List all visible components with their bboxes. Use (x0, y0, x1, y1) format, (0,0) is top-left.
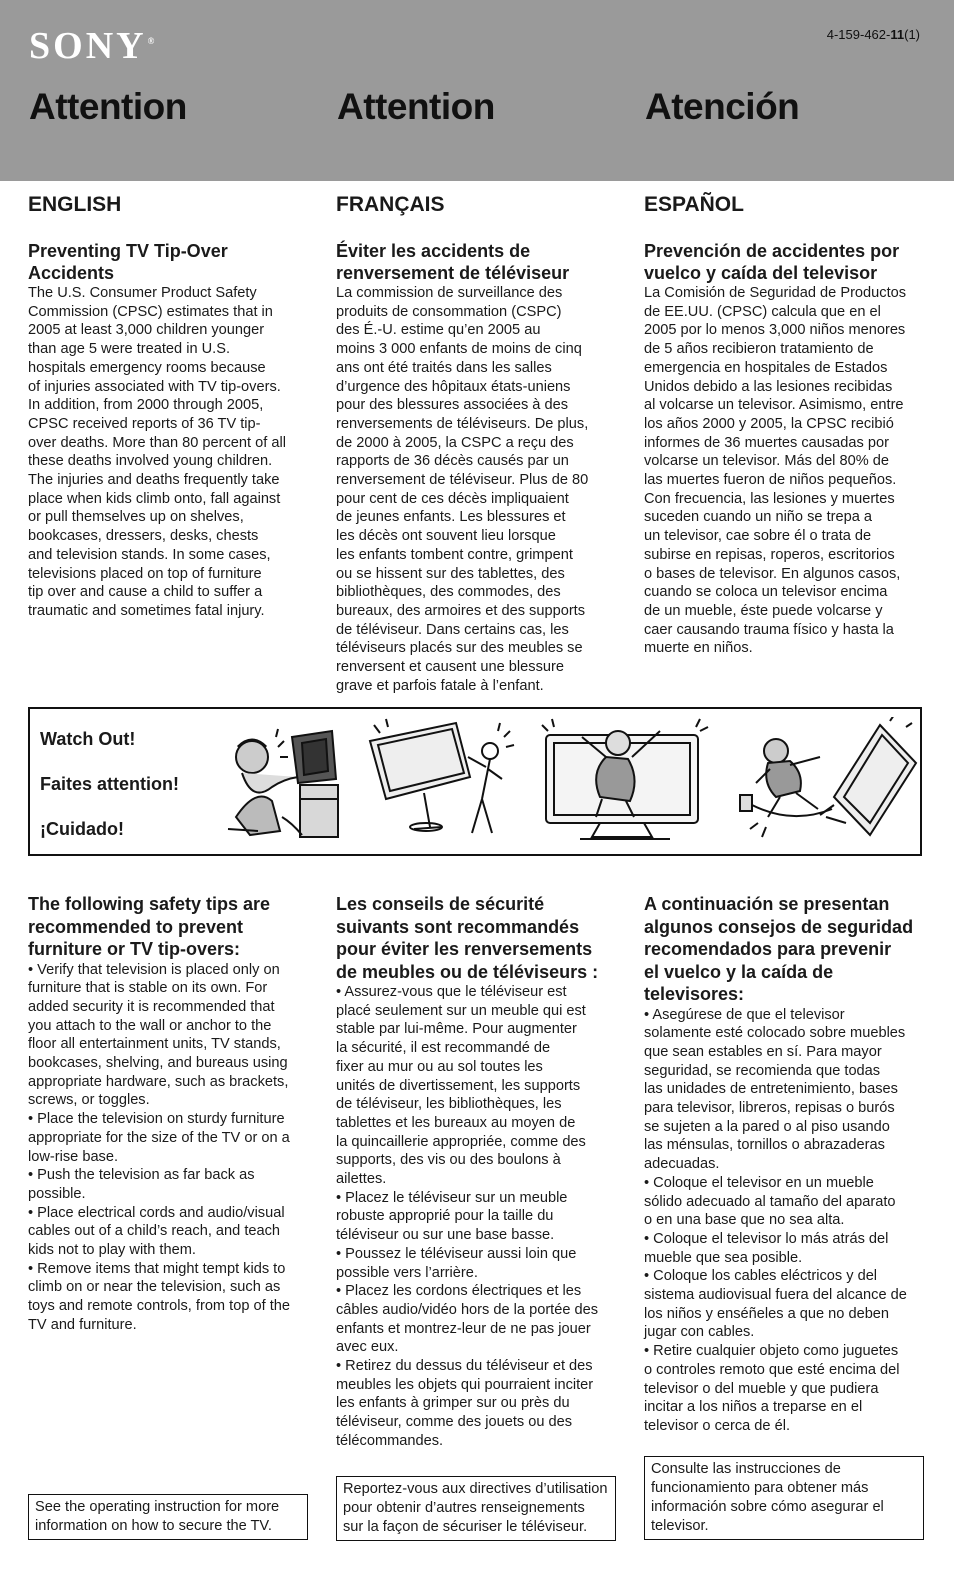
text-line: The following safety tips are (28, 894, 271, 914)
text-line: las ménsulas, tornillos o abrazaderas (644, 1137, 885, 1154)
text-line: téléviseur ou sur une base basse. (336, 1227, 555, 1244)
note-french (336, 1476, 616, 1541)
text-line: unités de divertissement, les supports (336, 1077, 581, 1094)
text-line: moins 3 000 enfants de moins de cinq (336, 341, 582, 358)
text-line: information on how to secure the TV. (35, 1518, 272, 1534)
text-line: rapports de 36 décès causés par un (336, 453, 569, 470)
tips-spanish (644, 893, 926, 1436)
text-line: pour cent de ces décès impliquaient (336, 490, 569, 507)
text-line: and television stands. In some cases, (28, 546, 271, 563)
text-line: mueble que sea posible. (644, 1249, 803, 1266)
text-line: téléviseurs placés sur des meubles se (336, 640, 583, 657)
title-french: Attention (337, 86, 495, 127)
warning-spanish: ¡Cuidado! (40, 819, 124, 839)
text-line: funcionamiento para obtener más (651, 1480, 869, 1496)
text-line: The U.S. Consumer Product Safety (28, 285, 257, 301)
intro-spanish (644, 240, 926, 658)
warning-box (28, 707, 922, 856)
text-line: placé seulement sur un meuble qui est (336, 1002, 586, 1019)
text-line: o bases de televisor. En algunos casos, (644, 565, 901, 582)
text-line: La Comisión de Seguridad de Productos (644, 285, 907, 301)
lang-spanish: ESPAÑOL (644, 193, 744, 216)
text-line: subirse en repisas, roperos, escritorios (644, 546, 895, 563)
tips-heading (28, 893, 310, 961)
text-line: recomendados para prevenir (644, 939, 892, 959)
text-line: que sean estables en sí. Para mayor (644, 1043, 882, 1060)
text-line: Consulte las instrucciones de (651, 1461, 841, 1477)
text-line: bureaux, des armoires et des supports (336, 602, 586, 619)
text-line: bibliothèques, des commodes, des (336, 584, 561, 601)
text-line: d’urgence des hôpitaux états-uniens (336, 378, 571, 395)
text-line: televisor o cerca de él. (644, 1417, 791, 1434)
text-line: las unidades de entretenimiento, bases (644, 1081, 898, 1098)
text-line: al volcarse un televisor. Asimismo, entre (644, 397, 904, 414)
tips-text (28, 961, 310, 1335)
text-line: than age 5 were treated in U.S. (28, 341, 231, 358)
child-tripping-cord-illustration (730, 717, 920, 845)
text-line: 2005 por lo menos 3,000 niños menores (644, 322, 906, 339)
text-line: Unidos debido a las lesiones recibidas (644, 378, 893, 395)
text-line: televisor. (651, 1518, 709, 1534)
text-line: renversement de téléviseur (336, 263, 570, 283)
text-line: • Push the television as far back as (28, 1167, 255, 1184)
text-line: les décès ont souvent lieu lorsque (336, 528, 556, 545)
text-line: cables out of a child’s reach, and teach (28, 1223, 281, 1240)
text-line: low-rise base. (28, 1148, 119, 1165)
text-line: possible. (28, 1185, 86, 1202)
text-line: produits de consommation (CSPC) (336, 303, 562, 320)
text-line: Con frecuencia, las lesiones y muertes (644, 490, 895, 507)
intro-text (644, 284, 926, 658)
text-line: caer causando trauma físico y hasta la (644, 621, 894, 638)
text-line: de 5 años recibieron tratamiento de (644, 341, 874, 358)
intro-heading (644, 240, 926, 284)
text-line: o en una base que no sea alta. (644, 1212, 845, 1229)
text-line: these deaths involved young children. (28, 453, 273, 470)
tips-heading (336, 893, 618, 983)
text-line: In addition, from 2000 through 2005, (28, 397, 264, 414)
text-line: televisores: (644, 984, 745, 1004)
text-line: • Place the television on sturdy furniture (28, 1111, 285, 1128)
note-english (28, 1494, 308, 1540)
child-climbing-tv-illustration (540, 717, 710, 845)
text-line: pour obtenir d’autres renseignements (343, 1500, 585, 1516)
text-line: adecuadas. (644, 1156, 720, 1173)
text-line: over deaths. More than 80 percent of all (28, 434, 286, 451)
text-line: grave et parfois fatale à l’enfant. (336, 677, 544, 694)
text-line: sólido adecuado al tamaño del aparato (644, 1193, 896, 1210)
text-line: un televisor, cae sobre él o trata de (644, 528, 872, 545)
text-line: incitar a los niños a treparse en el (644, 1399, 863, 1416)
text-line: kids not to play with them. (28, 1242, 196, 1259)
text-line: téléviseur, comme des jouets ou des (336, 1414, 573, 1431)
text-line: • Verify that television is placed only on (28, 961, 280, 978)
tv-tipping-adult-illustration (364, 717, 524, 845)
text-line: seguridad, se recomienda que todas (644, 1062, 881, 1079)
text-line: emergencia en hospitales de Estados (644, 359, 888, 376)
text-line: tablettes et les bureaux au moyen de (336, 1114, 576, 1131)
warning-french: Faites attention! (40, 774, 180, 794)
text-line: • Retirez du dessus du téléviseur et des (336, 1358, 593, 1375)
text-line: A continuación se presentan (644, 894, 890, 914)
tips-french (336, 893, 618, 1451)
warning-english: Watch Out! (40, 729, 136, 749)
text-line: de un mueble, éste puede volcarse y (644, 602, 883, 619)
text-line: la sécurité, il est recommandé de (336, 1040, 551, 1057)
text-line: ailettes. (336, 1171, 387, 1188)
text-line: información sobre cómo asegurar el (651, 1499, 884, 1515)
intro-heading (336, 240, 618, 284)
text-line: • Asegúrese de que el televisor (644, 1006, 845, 1023)
text-line: televisor o del mueble y que pudiera (644, 1380, 879, 1397)
text-line: de jeunes enfants. Les blessures et (336, 509, 566, 526)
text-line: Preventing TV Tip-Over (28, 241, 228, 261)
text-line: fixer au mur ou au sol toutes les (336, 1058, 543, 1075)
text-line: los niños y enséñeles a que no deben (644, 1305, 890, 1322)
text-line: pour des blessures associées à des (336, 397, 569, 414)
text-line: ans ont été traités dans les salles (336, 359, 552, 376)
text-line: les enfants à grimper sur ou près du (336, 1395, 570, 1412)
text-line: recommended to prevent (28, 916, 244, 937)
text-line: televisions placed on top of furniture (28, 565, 262, 582)
text-line: The injuries and deaths frequently take (28, 472, 280, 489)
text-line: floor all entertainment units, TV stands, (28, 1036, 281, 1053)
intro-heading (28, 240, 310, 284)
text-line: meubles les objets qui pourraient inciter (336, 1376, 594, 1393)
text-line: jugar con cables. (644, 1324, 755, 1341)
text-line: robuste approprié pour la taille du (336, 1208, 554, 1225)
text-line: sistema audiovisual fuera del alcance de (644, 1287, 907, 1304)
text-line: possible vers l’arrière. (336, 1264, 478, 1281)
text-line: solamente esté colocado sobre muebles (644, 1025, 906, 1042)
text-line: • Place electrical cords and audio/visual (28, 1204, 285, 1221)
text-line: la quincaillerie appropriée, comme des (336, 1133, 586, 1150)
text-line: supports, des vis ou des boulons à (336, 1152, 561, 1169)
text-line: • Placez les cordons électriques et les (336, 1283, 582, 1300)
text-line: La commission de surveillance des (336, 285, 563, 301)
note-spanish (644, 1456, 924, 1540)
text-line: hospitals emergency rooms because (28, 359, 266, 376)
text-line: ou se hissent sur des tablettes, des (336, 565, 565, 582)
text-line: or pull themselves up on shelves, (28, 509, 244, 526)
text-line: volcarse un televisor. Más del 80% de (644, 453, 889, 470)
text-line: TV and furniture. (28, 1316, 137, 1333)
text-line: Éviter les accidents de (336, 241, 531, 261)
text-line: sur la façon de sécuriser le téléviseur. (343, 1519, 588, 1535)
text-line: pour éviter les renversements (336, 939, 593, 959)
text-line: renversement de téléviseur. Plus de 80 (336, 472, 589, 489)
text-line: • Coloque el televisor lo más atrás del (644, 1230, 889, 1247)
text-line: • Retire cualquier objeto como juguetes (644, 1343, 899, 1360)
tips-english (28, 893, 310, 1335)
text-line: appropriate hardware, such as brackets, (28, 1073, 289, 1090)
text-line: informes de 36 muertes causadas por (644, 434, 889, 451)
text-line: of injuries associated with TV tip-overs. (28, 378, 281, 395)
text-line: suceden cuando un niño se trepa a (644, 509, 872, 526)
title-english: Attention (29, 86, 187, 127)
text-line: toys and remote controls, from top of the (28, 1298, 291, 1315)
tips-heading (644, 893, 926, 1006)
text-line: de EE.UU. (CPSC) calcula que en el (644, 303, 881, 320)
text-line: renversent et causent une blessure (336, 659, 564, 676)
tips-text (644, 1006, 926, 1436)
text-line: • Coloque los cables eléctricos y del (644, 1268, 878, 1285)
header-band (0, 0, 954, 181)
text-line: de téléviseur, les bibliothèques, les (336, 1096, 562, 1113)
title-spanish: Atención (645, 86, 800, 127)
text-line: CPSC received reports of 36 TV tip- (28, 415, 261, 432)
child-pulling-tv-illustration (222, 717, 342, 845)
text-line: el vuelco y la caída de (644, 961, 834, 982)
intro-text (336, 284, 618, 695)
text-line: furniture that is stable on its own. For (28, 980, 268, 997)
text-line: renversements de téléviseurs. De plus, (336, 415, 589, 432)
text-line: para televisor, libreros, repisas o burós (644, 1100, 895, 1117)
intro-french (336, 240, 618, 695)
text-line: Reportez-vous aux directives d’utilisation (343, 1481, 608, 1497)
text-line: les enfants tombent contre, grimpent (336, 546, 573, 563)
text-line: de 2000 à 2005, la CSPC a reçu des (336, 434, 574, 451)
text-line: des É.-U. estime qu’en 2005 au (336, 322, 541, 339)
text-line: Commission (CPSC) estimates that in (28, 303, 273, 320)
text-line: de meubles ou de téléviseurs : (336, 961, 599, 982)
text-line: Prevención de accidentes por (644, 241, 900, 261)
text-line: place when kids climb onto, fall against (28, 490, 281, 507)
part-number: 4-159-462-11(1) (826, 27, 920, 42)
text-line: o controles remoto que esté encima del (644, 1361, 900, 1378)
text-line: traumatic and sometimes fatal injury. (28, 602, 265, 619)
text-line: bookcases, shelving, and bureaus using (28, 1055, 288, 1072)
text-line: • Assurez-vous que le téléviseur est (336, 984, 567, 1000)
text-line: vuelco y caída del televisor (644, 263, 878, 283)
text-line: las muertes fueron de niños pequeños. (644, 472, 897, 489)
text-line: se sujeten a la pared o al piso usando (644, 1118, 890, 1135)
text-line: Les conseils de sécurité (336, 894, 545, 914)
text-line: furniture or TV tip-overs: (28, 939, 241, 959)
text-line: cuando se coloca un televisor encima (644, 584, 888, 601)
text-line: added security it is recommended that (28, 998, 275, 1015)
text-line: Accidents (28, 263, 115, 283)
text-line: avec eux. (336, 1339, 399, 1356)
text-line: • Coloque el televisor en un mueble (644, 1174, 874, 1191)
lang-french: FRANÇAIS (336, 193, 445, 216)
text-line: bookcases, dressers, desks, chests (28, 528, 259, 545)
text-line: screws, or toggles. (28, 1092, 150, 1109)
text-line: climb on or near the television, such as (28, 1279, 281, 1296)
text-line: you attach to the wall or anchor to the (28, 1017, 272, 1034)
text-line: algunos consejos de seguridad (644, 916, 914, 937)
intro-english (28, 240, 310, 621)
text-line: muerte en niños. (644, 640, 753, 657)
lang-english: ENGLISH (28, 193, 122, 216)
text-line: télécommandes. (336, 1432, 444, 1449)
text-line: • Remove items that might tempt kids to (28, 1260, 286, 1277)
text-line: tip over and cause a child to suffer a (28, 584, 263, 601)
intro-text (28, 284, 310, 621)
text-line: stable par lui-même. Pour augmenter (336, 1021, 577, 1038)
tips-text (336, 983, 618, 1451)
text-line: enfants et montrez-leur de ne pas jouer (336, 1320, 591, 1337)
text-line: See the operating instruction for more (35, 1499, 280, 1515)
text-line: los años 2000 y 2005, la CPSC recibió (644, 415, 894, 432)
text-line: câbles audio/vidéo hors de la portée des (336, 1301, 599, 1318)
text-line: • Placez le téléviseur sur un meuble (336, 1189, 568, 1206)
text-line: 2005 at least 3,000 children younger (28, 322, 265, 339)
text-line: • Poussez le téléviseur aussi loin que (336, 1245, 577, 1262)
text-line: suivants sont recommandés (336, 916, 580, 937)
text-line: appropriate for the size of the TV or on a (28, 1129, 290, 1146)
text-line: de téléviseur. Dans certains cas, les (336, 621, 569, 638)
sony-logo: SONY® (29, 25, 155, 67)
